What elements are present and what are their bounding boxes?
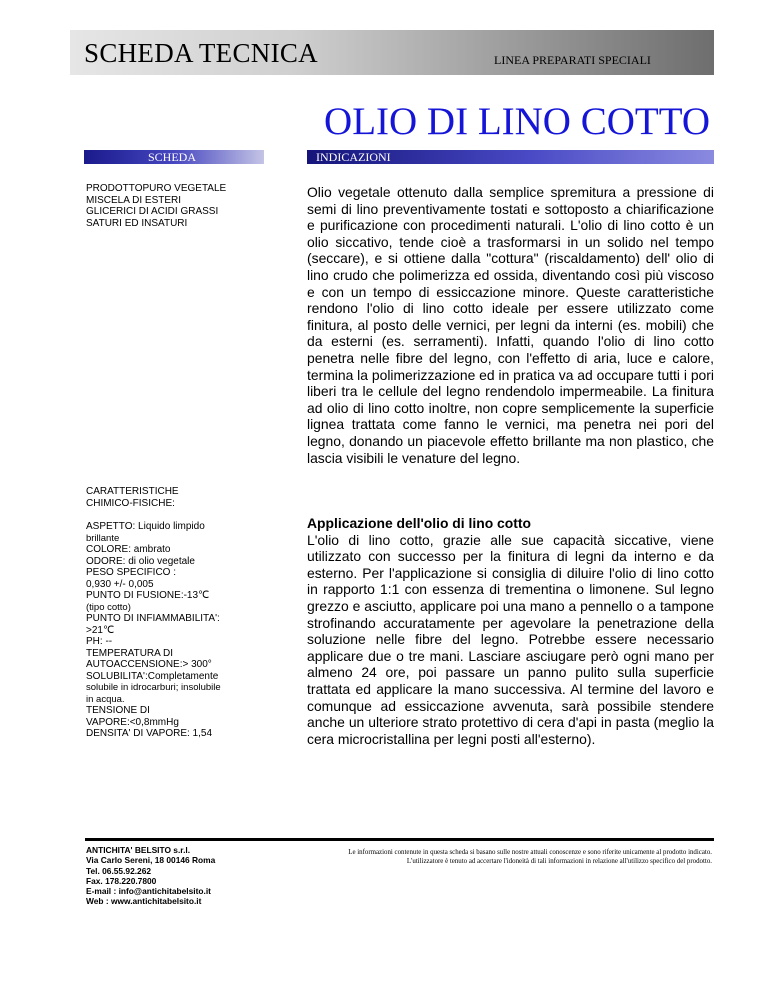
product-line: MISCELA DI ESTERI [86, 194, 182, 206]
spec-line: brillante [86, 532, 120, 544]
spec-line: (tipo cotto) [86, 601, 131, 613]
product-line: SATURI ED INSATURI [86, 217, 188, 229]
disclaimer-line: Le informazioni contenute in questa scheda si basano sulle nostre attuali conoscenze e sono riferite unicamente al prodotto indicato. [348, 849, 712, 856]
indications-text [307, 184, 714, 466]
header-title: SCHEDA TECNICA [84, 38, 318, 68]
spec-line: >21℃ [86, 624, 115, 636]
chem-heading-line: CHIMICO-FISICHE: [86, 497, 175, 509]
company-name: ANTICHITA' BELSITO s.r.l. [86, 845, 191, 855]
company-fax: Fax. 178.220.7800 [86, 875, 157, 886]
chem-heading-line: CARATTERISTICHE [86, 486, 179, 497]
spec-line: 0,930 +/- 0,005 [86, 578, 154, 590]
company-web[interactable]: Web : www.antichitabelsito.it [86, 896, 202, 907]
spec-line: AUTOACCENSIONE:> 300° [86, 659, 212, 670]
spec-line: ASPETTO: Liquido limpido [86, 521, 205, 532]
spec-line: PESO SPECIFICO : [86, 567, 177, 578]
spec-line: DENSITA' DI VAPORE: 1,54 [86, 728, 213, 739]
disclaimer-line: L'utilizzatore è tenuto ad accertare l'idoneità di tali informazioni in relazione all'utilizzo specifico del prodotto. [406, 857, 712, 865]
application-section [307, 515, 714, 747]
spec-line: PUNTO DI INFIAMMABILITA': [86, 613, 220, 624]
product-line: PRODOTTOPURO VEGETALE [86, 183, 227, 194]
spec-line: COLORE: ambrato [86, 544, 171, 555]
spec-line: SOLUBILITA':Completamente [86, 670, 219, 682]
spec-line: ODORE: di olio vegetale [86, 555, 195, 567]
application-heading: Applicazione dell'olio di lino cotto [307, 515, 532, 531]
company-address: Via Carlo Sereni, 18 00146 Roma [86, 855, 216, 866]
section-label-indicazioni: INDICAZIONI [316, 150, 391, 164]
company-info [86, 845, 215, 907]
company-email[interactable]: E-mail : info@antichitabelsito.it [86, 886, 211, 897]
application-paragraph: L'olio di lino cotto, grazie alle sue capacità siccative, viene utilizzato con successo per la finitura di legni da interno e da esterno. Per l'applicazione si consiglia di diluire l'olio di lino cotto in rapporto 1:1 con essenza di trementina o limonene. Sul legno grezzo e asciutto, applicare poi una mano a pennello o a tampone strofinando accuratamente per agevolare la penetrazione della soluzione nelle fibre del legno. Potrebbe essere necessario applicare due o tre mani. Lasciare asciugare però ogni mano per almeno 24 ore, poi passare un panno pulito sulla superficie trattata ed applicare la mano successiva. Al termine del lavoro e comunque ad essiccazione avvenuta, sarà possibile stendere anche un ulteriore strato protettivo di cera d'api in pasta (meglio la cera microcristallina per legni posti all'esterno). [307, 531, 714, 747]
spec-line: solubile in idrocarburi; insolubile [86, 682, 221, 693]
chem-physical-heading [86, 486, 276, 509]
company-tel: Tel. 06.55.92.262 [86, 865, 152, 876]
spec-line: in acqua. [86, 693, 125, 705]
indications-paragraph: Olio vegetale ottenuto dalla semplice spremitura a pressione di semi di lino preventivamente tostati e sottoposto a chiarificazione e purificazione con procedimenti naturali. L'olio di lino cotto è un olio siccativo, tende cioè a trasformarsi in un solido nel tempo (seccare), e si ottiene dalla "cottura" (riscaldamento) dell' olio di lino crudo che polimerizza ed ossida, diventando così più viscoso e con un tempo di essiccazione minore. Queste caratteristiche rendono l'olio di lino cotto ideale per essere utilizzato come finitura, al posto delle vernici, per legni da interni (es. mobili) che da esterni (es. serramenti). Infatti, quando l'olio di lino cotto penetra nelle fibre del legno, con l'effetto di aria, luce e calore, termina la polimerizzazione ed in pratica va ad occupare tutti i pori liberi tra le cellule del legno rendendolo impermeabile. La finitura ad olio di lino cotto inoltre, non copre semplicemente la superficie lignea trattata come fanno le vernici, ma penetra nei pori del legno, donando un piacevole effetto brillante ma non plastico, che lascia visibili le venature del legno. [307, 184, 714, 466]
product-line: GLICERICI DI ACIDI GRASSI [86, 206, 219, 217]
footer-divider [85, 838, 714, 841]
disclaimer [298, 849, 712, 866]
spec-line: TEMPERATURA DI [86, 647, 174, 659]
section-label-scheda: SCHEDA [148, 150, 197, 164]
product-title: OLIO DI LINO COTTO [324, 100, 710, 143]
spec-line: PH: -- [86, 636, 113, 647]
spec-line: VAPORE:<0,8mmHg [86, 716, 179, 728]
chem-physical-specs [86, 521, 276, 740]
spec-line: PUNTO DI FUSIONE:-13℃ [86, 590, 210, 601]
spec-line: TENSIONE DI [86, 705, 150, 716]
product-description [86, 183, 276, 229]
header-subtitle: LINEA PREPARATI SPECIALI [494, 53, 651, 67]
